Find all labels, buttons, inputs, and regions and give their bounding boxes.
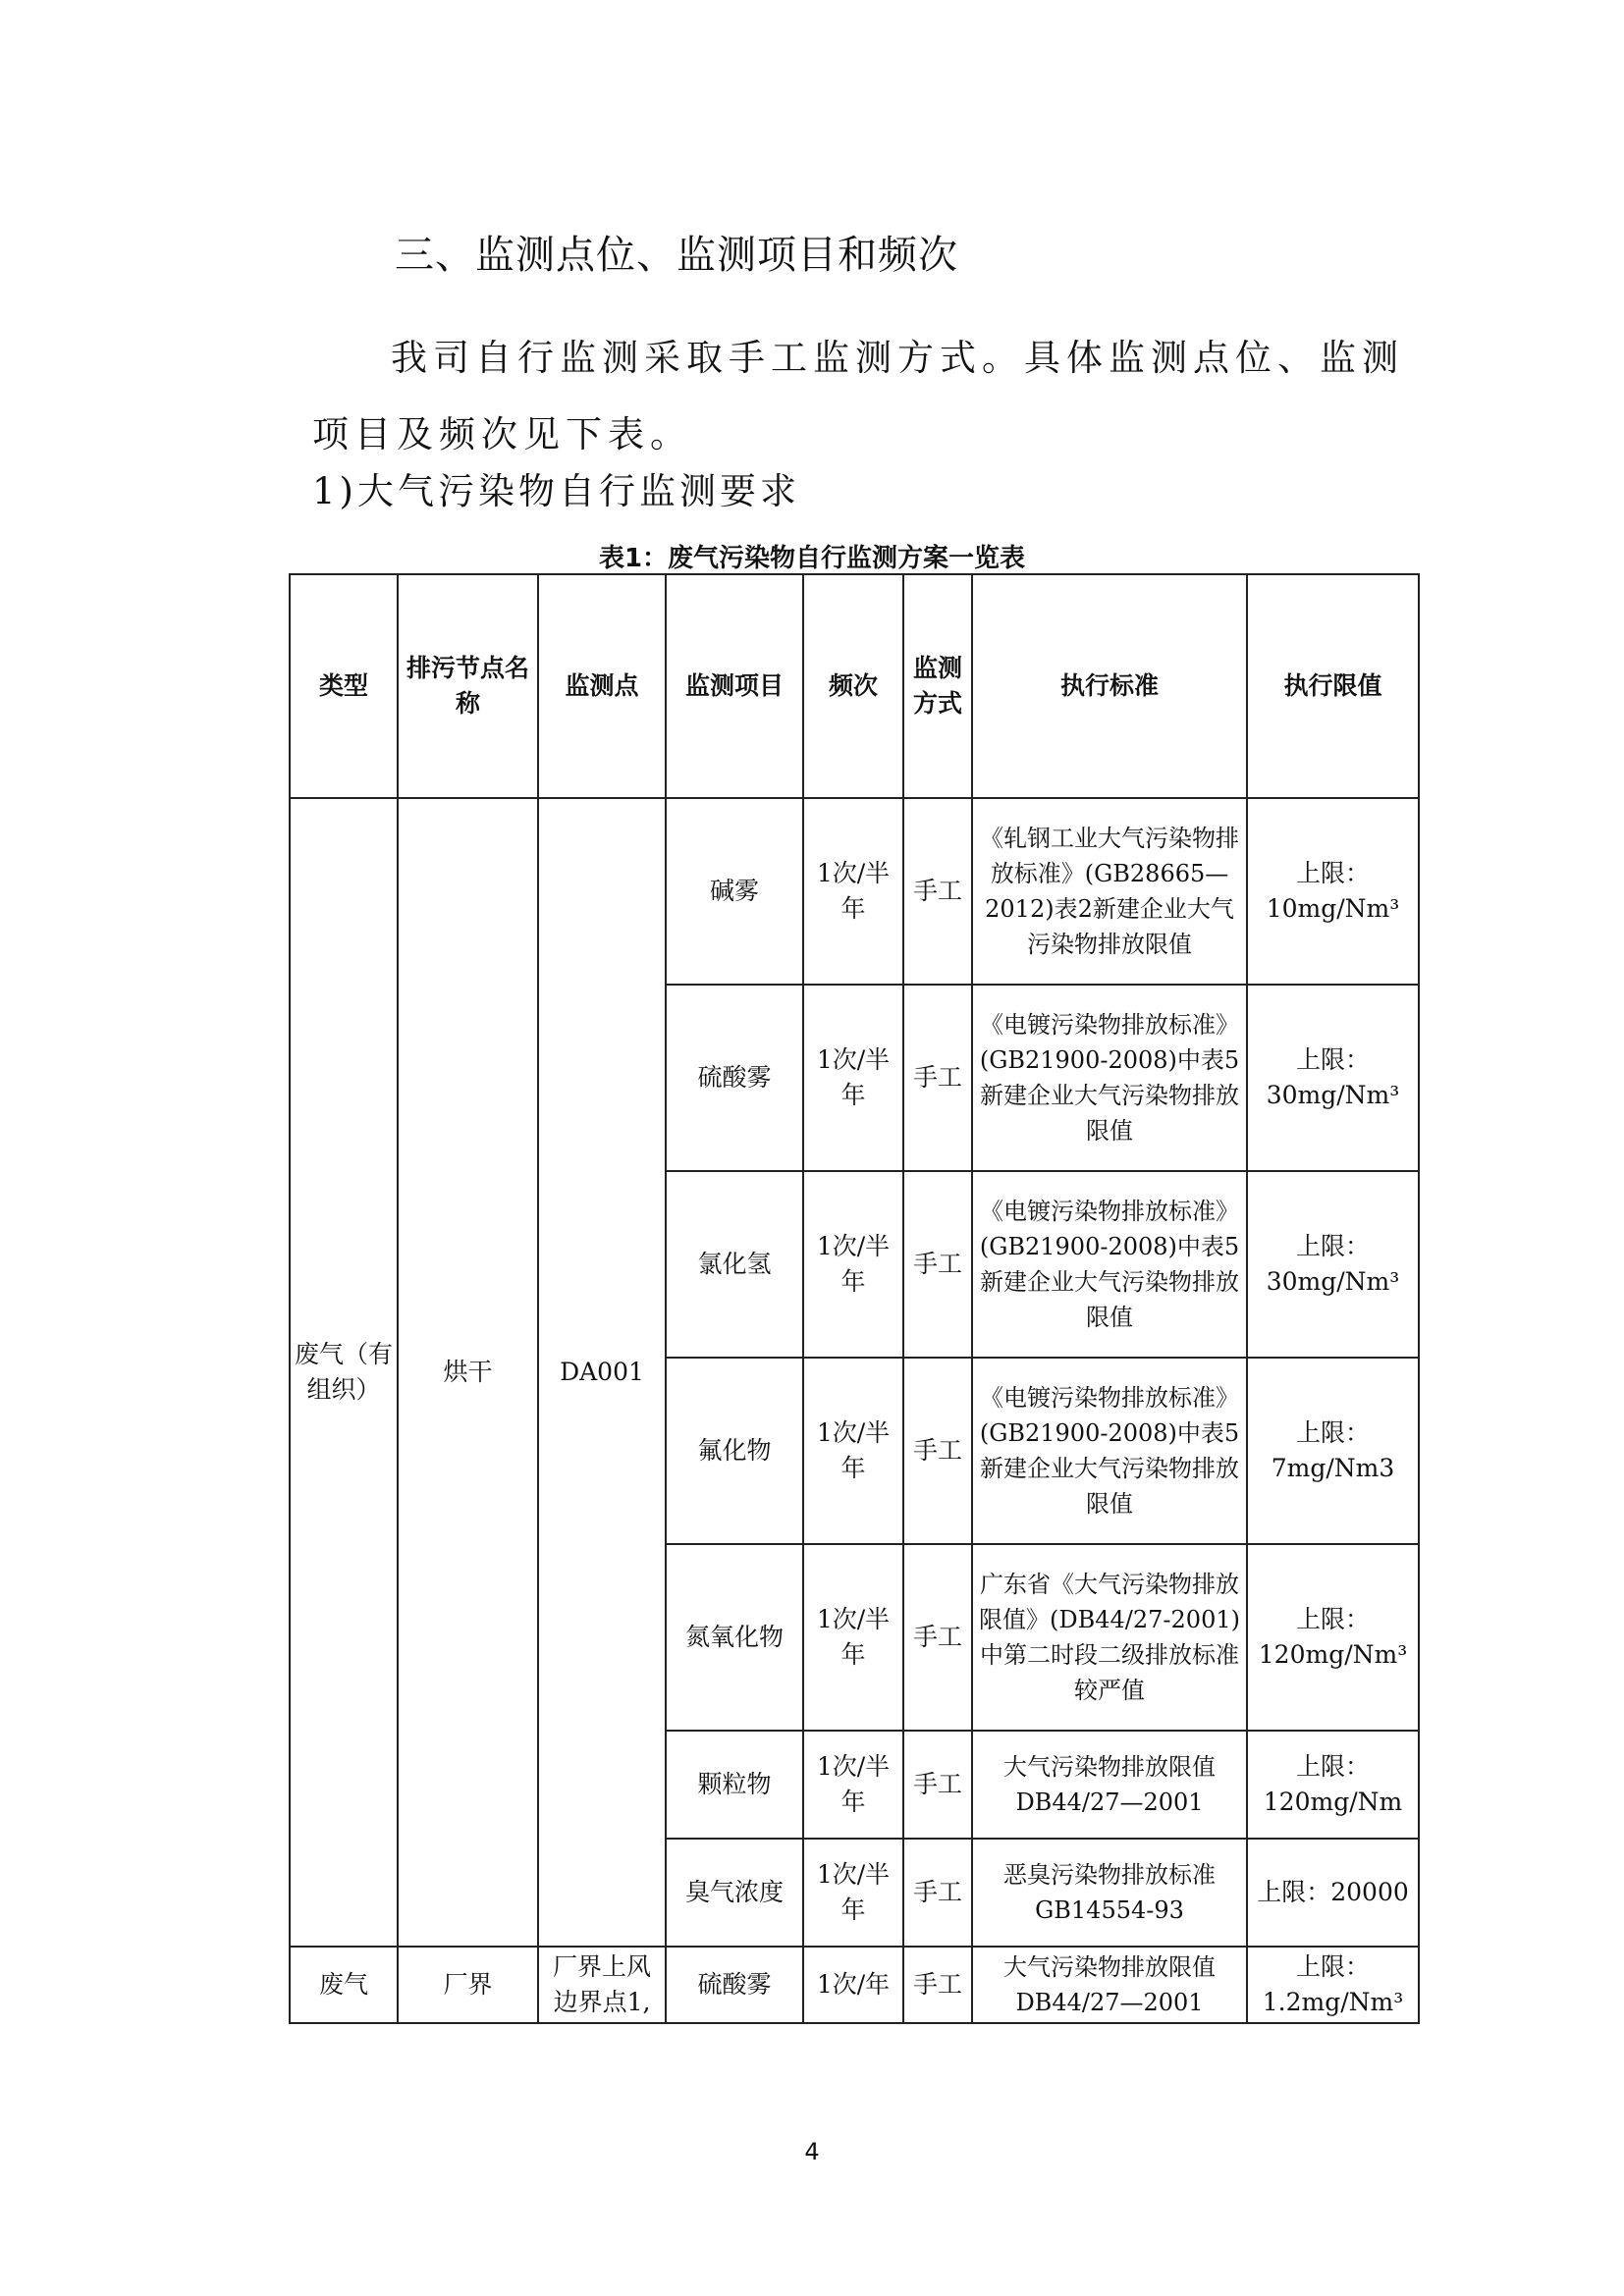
standard-cell: 《轧钢工业大气污染物排放标准》(GB28665—2012)表2新建企业大气污染物排放限值 [972,798,1247,985]
limit-cell: 上限：1.2mg/Nm³ [1247,1947,1419,2023]
table-row [290,798,1419,985]
point-cell: DA001 [538,798,666,1947]
page-number: 4 [804,2138,820,2165]
monitoring-table [289,573,1420,2024]
header-cell: 监测点 [538,574,666,798]
method-cell: 手工 [903,798,972,985]
header-cell: 类型 [290,574,398,798]
item-cell: 颗粒物 [666,1731,803,1839]
method-cell: 手工 [903,1947,972,2023]
limit-cell: 上限：30mg/Nm³ [1247,1171,1419,1358]
header-cell: 监测方式 [903,574,972,798]
limit-cell: 上限：10mg/Nm³ [1247,798,1419,985]
item-cell: 硫酸雾 [666,985,803,1171]
header-cell: 排污节点名称 [398,574,538,798]
freq-cell: 1次/半年 [803,1731,903,1839]
header-cell: 执行限值 [1247,574,1419,798]
freq-cell: 1次/年 [803,1947,903,2023]
freq-cell: 1次/半年 [803,1839,903,1947]
method-cell: 手工 [903,1358,972,1544]
limit-cell: 上限：7mg/Nm3 [1247,1358,1419,1544]
item-cell: 臭气浓度 [666,1839,803,1947]
header-cell: 执行标准 [972,574,1247,798]
standard-cell: 《电镀污染物排放标准》(GB21900-2008)中表5新建企业大气污染物排放限值 [972,985,1247,1171]
method-cell: 手工 [903,1544,972,1731]
table-header-row [290,574,1419,798]
freq-cell: 1次/半年 [803,798,903,985]
method-cell: 手工 [903,1171,972,1358]
limit-cell: 上限：20000 [1247,1839,1419,1947]
node-cell: 烘干 [398,798,538,1947]
header-cell: 监测项目 [666,574,803,798]
type-cell: 废气（有组织） [290,798,398,1947]
freq-cell: 1次/半年 [803,1171,903,1358]
limit-cell: 上限：120mg/Nm [1247,1731,1419,1839]
limit-cell: 上限：120mg/Nm³ [1247,1544,1419,1731]
method-cell: 手工 [903,1731,972,1839]
item-cell: 氮氧化物 [666,1544,803,1731]
standard-cell: 《电镀污染物排放标准》(GB21900-2008)中表5新建企业大气污染物排放限值 [972,1171,1247,1358]
item-cell: 硫酸雾 [666,1947,803,2023]
table-caption: 表1：废气污染物自行监测方案一览表 [598,544,1026,573]
item-cell: 氟化物 [666,1358,803,1544]
table-row [290,1947,1419,2023]
subheading: 1)大气污染物自行监测要求 [312,470,800,512]
limit-cell: 上限：30mg/Nm³ [1247,985,1419,1171]
standard-cell: 广东省《大气污染物排放限值》(DB44/27-2001)中第二时段二级排放标准较严值 [972,1544,1247,1731]
freq-cell: 1次/半年 [803,1358,903,1544]
freq-cell: 1次/半年 [803,985,903,1171]
freq-cell: 1次/半年 [803,1544,903,1731]
type-cell: 废气 [290,1947,398,2023]
standard-cell: 《电镀污染物排放标准》(GB21900-2008)中表5新建企业大气污染物排放限值 [972,1358,1247,1544]
standard-cell: 大气污染物排放限值DB44/27—2001 [972,1947,1247,2023]
node-cell: 厂界 [398,1947,538,2023]
header-cell: 频次 [803,574,903,798]
standard-cell: 恶臭污染物排放标准 GB14554-93 [972,1839,1247,1947]
item-cell: 氯化氢 [666,1171,803,1358]
standard-cell: 大气污染物排放限值DB44/27—2001 [972,1731,1247,1839]
method-cell: 手工 [903,1839,972,1947]
intro-paragraph: 我司自行监测采取手工监测方式。具体监测点位、监测项目及频次见下表。 [312,337,1404,455]
method-cell: 手工 [903,985,972,1171]
item-cell: 碱雾 [666,798,803,985]
section-heading: 三、监测点位、监测项目和频次 [395,233,958,278]
point-cell: 厂界上风边界点1, [538,1947,666,2023]
